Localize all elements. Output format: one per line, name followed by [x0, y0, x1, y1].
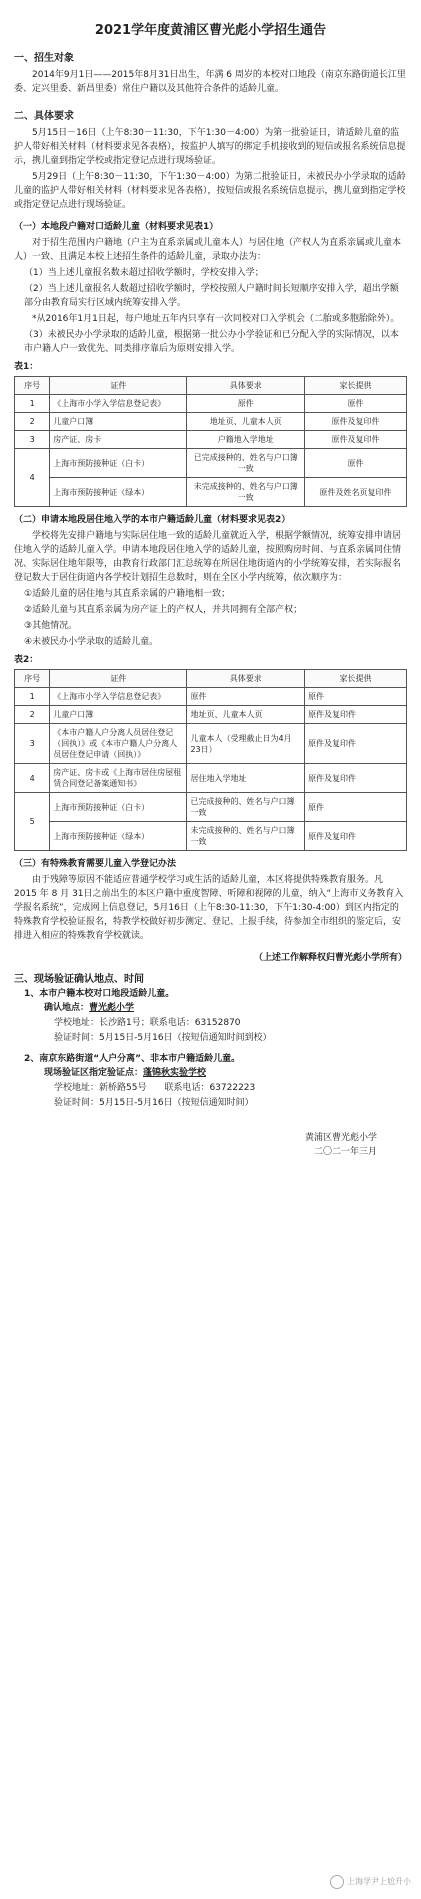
table-row — [15, 706, 407, 724]
table-header: 家长提供 — [305, 670, 407, 688]
signature-org: 黄浦区曹光彪小学 — [304, 1133, 377, 1143]
table-header: 证件 — [50, 377, 187, 395]
table-cell: 户籍地入学地址 — [187, 431, 305, 449]
part-1-para-5: （3）未被民办小学录取的适龄儿童，根据第一批公办小学验证和已分配入学的实际情况，以本市户籍人户一致优先、同类排序靠后为原则安排入学。 — [24, 330, 399, 354]
group-1-title: 1、本市户籍本校对口地段适龄儿童。 — [24, 989, 175, 999]
table-cell: 《上海市小学入学信息登记表》 — [50, 395, 187, 413]
table-cell: 4 — [15, 449, 50, 507]
section-1-heading: 一、招生对象 — [14, 53, 74, 64]
part-1-heading: （一）本地段户籍对口适龄儿童（材料要求见表1） — [14, 222, 219, 232]
group-2-place: 蓬锦秋实验学校 — [143, 1068, 207, 1078]
signature-date: 二〇二一年三月 — [313, 1147, 377, 1157]
table-cell: 3 — [15, 724, 50, 764]
table-cell: 原件 — [187, 688, 305, 706]
table-2 — [14, 669, 407, 851]
table-cell: 2 — [15, 413, 50, 431]
part-1-para-1: 对于招生范围内户籍地（户主为直系亲属或儿童本人）与居住地（产权人为直系亲属或儿童本人）一致、且满足本校上述招生条件的适龄儿童，录取办法为： — [14, 238, 402, 262]
section-2-heading: 二、具体要求 — [14, 111, 74, 122]
table-cell: 上海市预防接种证（白卡） — [50, 449, 187, 478]
table-cell: 地址页、儿童本人页 — [187, 706, 305, 724]
table-cell: 原件及复印件 — [305, 822, 407, 851]
section-1-text: 2014年9月1日——2015年8月31日出生，年满 6 周岁的本校对口地段（南京东路街道长江里委、定兴里委、新昌里委）常住户籍以及其他符合条件的适龄儿童。 — [14, 70, 406, 94]
table-cell: 原件及复印件 — [305, 706, 407, 724]
section-2-para-2: 5月29日（上午8:30－11:30，下午1:30－4:00）为第二批验证日，未被民办小学录取的适龄儿童的监护人带好相关材料（材料要求见各表格），按短信或报名系统信息提示，携儿童到指定学校或指定登记点进行现场验证。 — [14, 172, 406, 210]
table-header-row — [15, 377, 407, 395]
part-2-item-4: ④未被民办小学录取的适龄儿童。 — [24, 637, 159, 647]
table-cell: 1 — [15, 395, 50, 413]
interpretation-note: （上述工作解释权归曹光彪小学所有） — [253, 953, 407, 963]
table-header: 序号 — [15, 377, 50, 395]
table-1 — [14, 376, 407, 507]
part-2-para-1: 学校将先安排户籍地与实际居住地一致的适龄儿童就近入学，根据学额情况，统筹安排申请居住地入学的适龄儿童入学。申请本地段居住地入学的适龄儿童，按照购房时间、与直系亲属同住情况、实际居住地年限等，由教育行政部门汇总统筹在所居住地街道内的小学统筹安排，若实际报名登记数大于居住街道内各学校计划招生总数时，则在全区小学内统筹，依次顺序为： — [14, 531, 402, 583]
table-cell: 4 — [15, 764, 50, 793]
part-2-heading: （二）申请本地段居住地入学的本市户籍适龄儿童（材料要求见表2） — [14, 515, 291, 525]
table-row — [15, 431, 407, 449]
table-cell: 2 — [15, 706, 50, 724]
part-1-para-3: （2）当上述儿童报名人数超过招收学额时，学校按照人户籍时间长短顺序安排入学，超出学额部分由教育局实行区域内统筹安排入学。 — [24, 284, 399, 308]
group-1-place: 曹光彪小学 — [89, 1003, 135, 1013]
table-row — [15, 395, 407, 413]
table-cell: 原件及复印件 — [305, 764, 407, 793]
table-cell: 《上海市小学入学信息登记表》 — [50, 688, 187, 706]
table-header: 具体要求 — [187, 377, 305, 395]
table-row — [15, 478, 407, 507]
page-title: 2021学年度黄浦区曹光彪小学招生通告 — [94, 23, 327, 38]
table-cell: 上海市预防接种证（白卡） — [50, 793, 187, 822]
table-cell: 原件及复印件 — [305, 431, 407, 449]
group-2-time: 验证时间：5月15日-5月16日（按短信通知时间） — [54, 1098, 254, 1108]
wechat-logo-icon — [330, 1875, 344, 1889]
table-cell: 《本市户籍人户分离人员居住登记（回执）》或《本市户籍人户分离人员居住登记申请（回执）》 — [50, 724, 187, 764]
table-cell: 原件 — [305, 793, 407, 822]
table-cell: 1 — [15, 688, 50, 706]
table-cell: 儿童本人（受理截止日为4月23日） — [187, 724, 305, 764]
part-2-item-2: ②适龄儿童与其直系亲属为房产证上的产权人，并共同拥有全部产权； — [24, 605, 303, 615]
table-cell: 原件 — [187, 395, 305, 413]
table-cell: 原件及复印件 — [305, 413, 407, 431]
table-cell: 上海市预防接种证（绿本） — [50, 822, 187, 851]
part-2-item-3: ③其他情况。 — [24, 621, 78, 631]
table-row — [15, 688, 407, 706]
table-cell: 房产证、房卡或《上海市居住房屋租赁合同登记备案通知书》 — [50, 764, 187, 793]
table-row — [15, 449, 407, 478]
group-1-place-line — [44, 1001, 407, 1015]
table-header: 家长提供 — [305, 377, 407, 395]
table-cell: 已完成接种的、姓名与户口簿一致 — [187, 793, 305, 822]
section-2-para-1: 5月15日－16日（上午8:30－11:30，下午1:30－4:00）为第一批验证日，请适龄儿童的监护人带好相关材料（材料要求见各表格），按监护人填写的绑定手机接收到的短信或报名系统信息提示，携儿童到指定学校或指定登记点进行现场验证。 — [14, 128, 406, 166]
group-2-address: 学校地址：新桥路55号 联系电话：63722223 — [54, 1083, 256, 1093]
table-cell: 房产证、房卡 — [50, 431, 187, 449]
table-row — [15, 793, 407, 822]
table-cell: 儿童户口簿 — [50, 413, 187, 431]
table-header: 证件 — [50, 670, 187, 688]
table-cell: 居住地入学地址 — [187, 764, 305, 793]
section-3-heading: 三、现场验证确认地点、时间 — [14, 974, 144, 985]
group-1-time: 验证时间：5月15日-5月16日（按短信通知时间到校） — [54, 1033, 272, 1043]
table-cell: 地址页、儿童本人页 — [187, 413, 305, 431]
table-row — [15, 724, 407, 764]
table-cell: 原件 — [305, 449, 407, 478]
group-2-place-label: 现场验证区指定验证点： — [44, 1068, 144, 1078]
part-3-para-1: 由于残障等原因不能适应普通学校学习或生活的适龄儿童，本区将提供特殊教育服务。凡 2015 年 8 月 31日之前出生的本区户籍中重度智障、听障和视障的儿童，纳入“上海市义务教育入学报名系统”，完成网上信息登记，5月16日（上午8:30-11:30，下午1:30-4:00）到区内指定的特殊教育学校验证报名，特教学校做好初步测定、登记、上报手续，待参加全市组织的鉴定后，安排进入相应的特殊教育学校就读。 — [14, 875, 404, 941]
table-cell: 原件 — [305, 395, 407, 413]
table-header: 序号 — [15, 670, 50, 688]
table-cell: 5 — [15, 793, 50, 851]
table-cell: 儿童户口簿 — [50, 706, 187, 724]
table-cell: 已完成接种的、姓名与户口簿一致 — [187, 449, 305, 478]
watermark — [330, 1875, 411, 1889]
table-row — [15, 764, 407, 793]
table-1-caption: 表1： — [14, 362, 39, 372]
part-2-item-1: ①适龄儿童的居住地与其直系亲属的户籍地相一致； — [24, 589, 231, 599]
table-row — [15, 413, 407, 431]
group-1-address: 学校地址：长沙路1号；联系电话：63152870 — [54, 1018, 241, 1028]
table-cell: 3 — [15, 431, 50, 449]
table-cell: 原件 — [305, 688, 407, 706]
table-header: 具体要求 — [187, 670, 305, 688]
group-2-place-line — [44, 1066, 407, 1080]
part-1-para-2: （1）当上述儿童报名数未超过招收学额时，学校安排入学； — [24, 268, 264, 278]
watermark-text: 上海学尹上尬升小 — [347, 1877, 411, 1886]
table-cell: 原件及姓名页复印件 — [305, 478, 407, 507]
table-cell: 未完成接种的、姓名与户口簿一致 — [187, 478, 305, 507]
table-row — [15, 822, 407, 851]
table-cell: 上海市预防接种证（绿本） — [50, 478, 187, 507]
part-3-heading: （三）有特殊教育需要儿童入学登记办法 — [14, 859, 177, 869]
group-1-place-label: 确认地点： — [44, 1003, 90, 1013]
table-cell: 原件及复印件 — [305, 724, 407, 764]
part-1-para-4: *从2016年1月1日起，每户地址五年内只享有一次同校对口入学机会（二胎或多胞胎除外）。 — [32, 314, 400, 324]
table-2-caption: 表2： — [14, 655, 39, 665]
group-2-title: 2、南京东路街道“人户分离”、非本市户籍适龄儿童。 — [24, 1054, 241, 1064]
table-cell: 未完成接种的、姓名与户口簿一致 — [187, 822, 305, 851]
table-header-row — [15, 670, 407, 688]
